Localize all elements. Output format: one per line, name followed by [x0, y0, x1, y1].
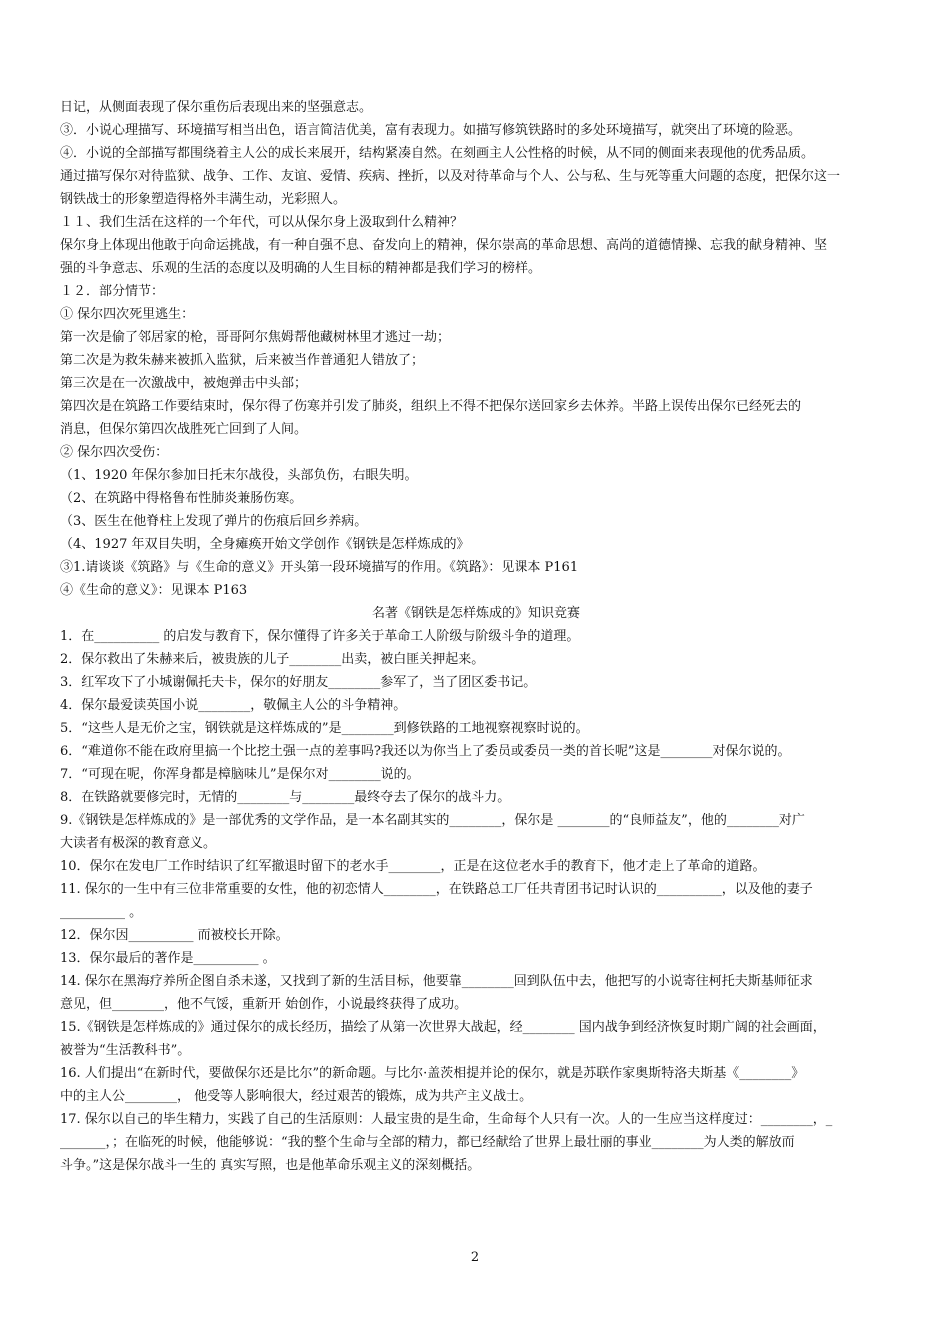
- text-line: ① 保尔四次死里逃生：: [60, 307, 195, 322]
- text-line: ③1.请谈谈《筑路》与《生命的意义》开头第一段环境描写的作用。《筑路》：见课本 P161: [60, 560, 579, 575]
- text-line: 大读者有极深的教育意义。: [60, 836, 217, 851]
- text-line: ④．小说的全部描写都围绕着主人公的成长来展开，结构紧凑自然。在刻画主人公性格的时候，从不同的侧面来表现他的优秀品质。: [60, 146, 815, 161]
- text-line: ③．小说心理描写、环境描写相当出色，语言简洁优美，富有表现力。如描写修筑铁路时的多处环境描写，就突出了环境的险恶。: [60, 123, 802, 138]
- text-line: ④《生命的意义》：见课本 P163: [60, 583, 248, 598]
- text-line: 5．“这些人是无价之宝，钢铁就是这样炼成的”是________到修铁路的工地视察视察时说的。: [60, 721, 589, 736]
- text-line: 9.《钢铁是怎样炼成的》是一部优秀的文学作品，是一本名副其实的________，保尔是 ________的“良师益友”，他的________对广: [60, 813, 805, 828]
- text-line: 中的主人公________， 他受等人影响很大，经过艰苦的锻炼，成为共产主义战士。: [60, 1089, 533, 1104]
- text-line: 第一次是偷了邻居家的枪，哥哥阿尔焦姆帮他藏树林里才逃过一劫；: [60, 330, 451, 345]
- text-line: 12．保尔因__________ 而被校长开除。: [60, 928, 289, 943]
- text-line: 14. 保尔在黑海疗养所企图自杀未遂，又找到了新的生活目标，他要靠________回到队伍中去，他把写的小说寄往柯托夫斯基师征求: [60, 974, 813, 989]
- text-line: （1、1920 年保尔参加日托末尔战役，头部负伤，右眼失明。: [60, 468, 418, 483]
- text-line: 1．在__________ 的启发与教育下，保尔懂得了许多关于革命工人阶级与阶级斗争的道理。: [60, 629, 580, 644]
- text-line: 保尔身上体现出他敢于向命运挑战，有一种自强不息、奋发向上的精神，保尔崇高的革命思想、高尚的道德情操、忘我的献身精神、坚: [60, 238, 828, 253]
- text-line: 4．保尔最爱读英国小说________，敬佩主人公的斗争精神。: [60, 698, 407, 713]
- text-line: 2．保尔救出了朱赫来后，被贵族的儿子________出卖，被白匪关押起来。: [60, 652, 485, 667]
- text-line: 15.《钢铁是怎样炼成的》通过保尔的成长经历，描绘了从第一次世界大战起，经________ 国内战争到经济恢复时期广阔的社会画面，: [60, 1020, 826, 1035]
- text-line: 10．保尔在发电厂工作时结识了红军撤退时留下的老水手________，正是在这位老水手的教育下，他才走上了革命的道路。: [60, 859, 766, 874]
- text-line: ② 保尔四次受伤：: [60, 445, 169, 460]
- text-line: 3．红军攻下了小城谢佩托夫卡，保尔的好朋友________参军了，当了团区委书记。: [60, 675, 537, 690]
- text-line: 第二次是为救朱赫来被抓入监狱，后来被当作普通犯人错放了；: [60, 353, 425, 368]
- text-line: 第三次是在一次激战中，被炮弹击中头部；: [60, 376, 308, 391]
- text-line: 8．在铁路就要修完时，无情的________与________最终夺去了保尔的战斗力。: [60, 790, 511, 805]
- text-line: 斗争。”这是保尔战斗一生的 真实写照，也是他革命乐观主义的深刻概括。: [60, 1158, 481, 1173]
- text-line: 17. 保尔以自己的毕生精力，实践了自己的生活原则：人最宝贵的是生命，生命每个人只有一次。人的一生应当这样度过：________，_: [60, 1112, 833, 1127]
- text-line: 第四次是在筑路工作要结束时，保尔得了伤寒并引发了肺炎，组织上不得不把保尔送回家乡去休养。半路上误传出保尔已经死去的: [60, 399, 802, 414]
- text-line: 7．“可现在呢，你浑身都是樟脑味儿”是保尔对________说的。: [60, 767, 420, 782]
- text-line: 13．保尔最后的著作是__________ 。: [60, 951, 276, 966]
- text-line: 消息，但保尔第四次战胜死亡回到了人间。: [60, 422, 308, 437]
- text-line: （4、1927 年双目失明，全身瘫痪开始文学创作《钢铁是怎样炼成的》: [60, 537, 470, 552]
- text-line: 被誉为“生活教科书”。: [60, 1043, 191, 1058]
- page-number: 2: [470, 1250, 480, 1265]
- text-line: 6．“难道你不能在政府里搞一个比挖土强一点的差事吗?我还以为你当上了委员或委员一类的首长呢”这是________对保尔说的。: [60, 744, 791, 759]
- text-line: １２．部分情节：: [60, 284, 165, 299]
- text-line: 通过描写保尔对待监狱、战争、工作、友谊、爱情、疾病、挫折，以及对待革命与个人、公与私、生与死等重大问题的态度，把保尔这一: [60, 169, 841, 184]
- text-line: 日记，从侧面表现了保尔重伤后表现出来的坚强意志。: [60, 100, 373, 115]
- text-line: （3、医生在他脊柱上发现了弹片的伤痕后回乡养病。: [60, 514, 368, 529]
- text-line: 意见，但________，他不气馁，重新开 始创作，小说最终获得了成功。: [60, 997, 468, 1012]
- section-title: 名著《钢铁是怎样炼成的》知识竞赛: [371, 606, 580, 621]
- text-line: 11. 保尔的一生中有三位非常重要的女性，他的初恋情人________，在铁路总工厂任共青团书记时认识的__________，以及他的妻子: [60, 882, 813, 897]
- text-line: __________ 。: [60, 905, 143, 920]
- text-line: _______，；在临死的时候，他能够说：“我的整个生命与全部的精力，都已经献给了世界上最壮丽的事业________为人类的解放而: [60, 1135, 795, 1150]
- text-line: 16. 人们提出“在新时代，要做保尔还是比尔”的新命题。与比尔·盖茨相提并论的保尔，就是苏联作家奥斯特洛夫斯基《________》: [60, 1066, 805, 1081]
- text-line: １１、我们生活在这样的一个年代，可以从保尔身上汲取到什么精神？: [60, 215, 464, 230]
- text-line: 钢铁战士的形象塑造得格外丰满生动，光彩照人。: [60, 192, 347, 207]
- document-body: [60, 96, 892, 1177]
- text-line: （2、在筑路中得格鲁布性肺炎兼肠伤寒。: [60, 491, 303, 506]
- text-line: 强的斗争意志、乐观的生活的态度以及明确的人生目标的精神都是我们学习的榜样。: [60, 261, 542, 276]
